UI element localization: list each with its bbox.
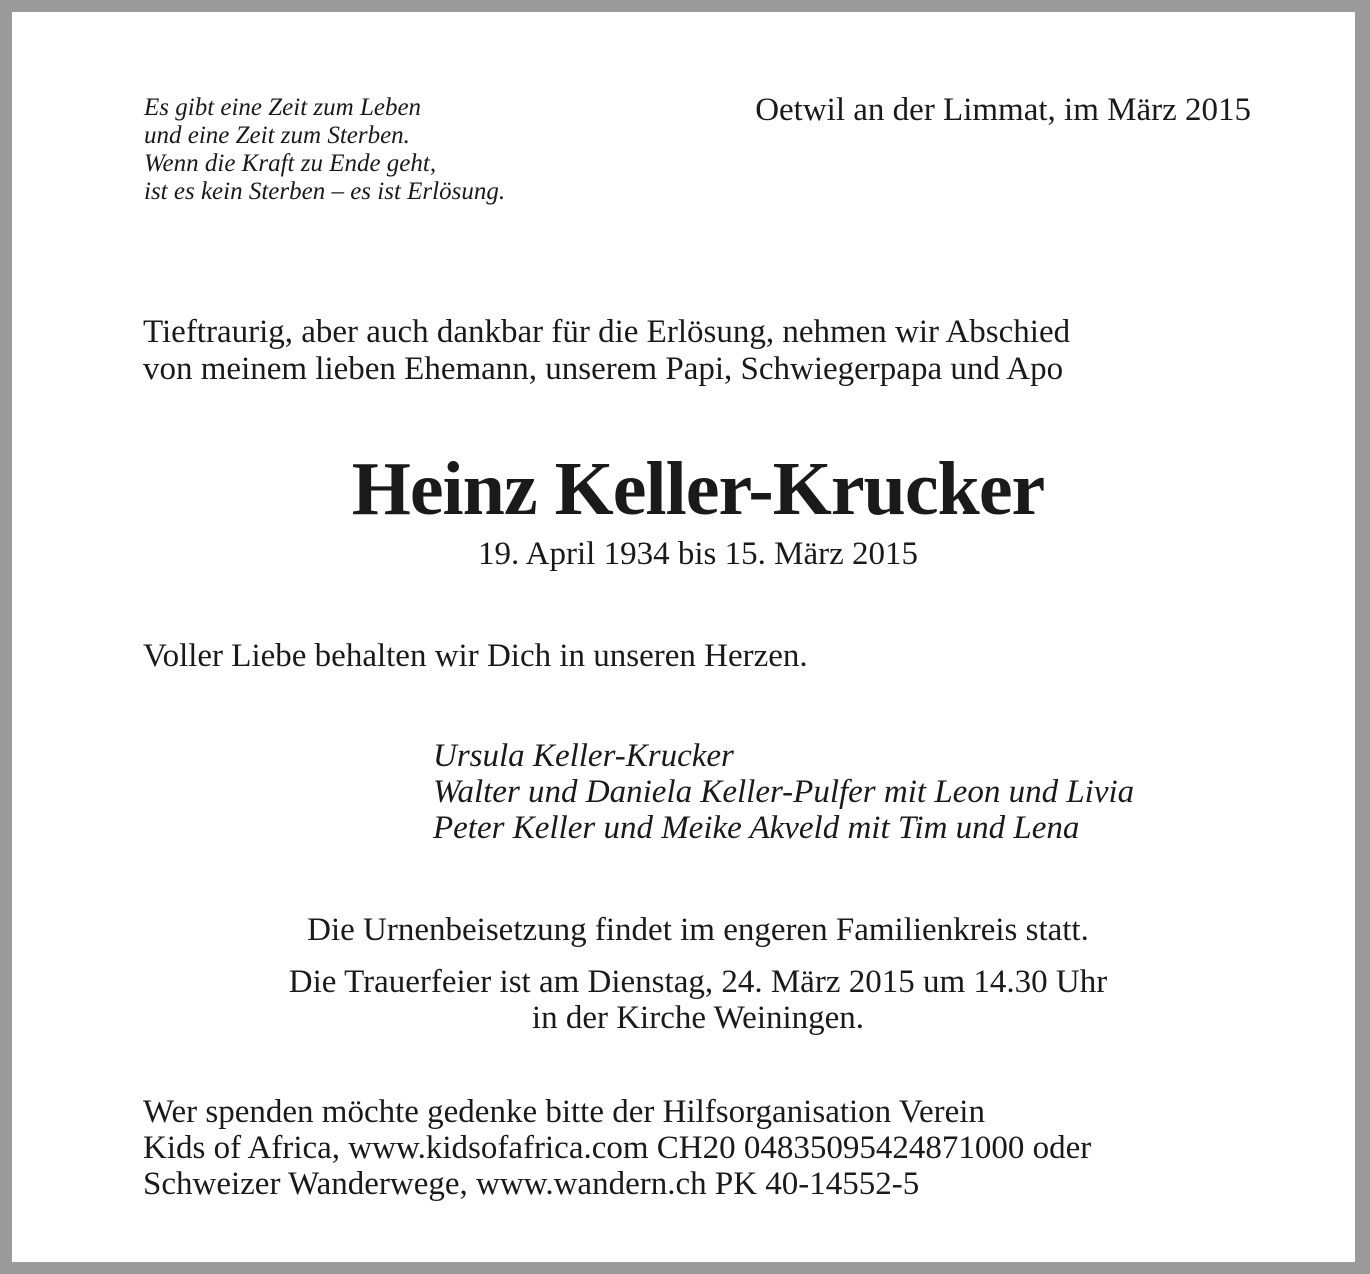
- mourners-list: [433, 738, 1134, 846]
- quote-line: und eine Zeit zum Sterben.: [144, 122, 410, 149]
- intro-line: Tieftraurig, aber auch dankbar für die Erlösung, nehmen wir Abschied: [143, 314, 1071, 350]
- mourner-line: Walter und Daniela Keller-Pulfer mit Leon und Livia: [433, 774, 1135, 810]
- mourner-line: Peter Keller und Meike Akveld mit Tim und Lena: [433, 810, 1080, 846]
- burial-notice: Die Urnenbeisetzung findet im engeren Familienkreis statt.: [307, 912, 1089, 948]
- intro-line: von meinem lieben Ehemann, unserem Papi, Schwiegerpapa und Apo: [143, 351, 1064, 387]
- quote-line: Es gibt eine Zeit zum Leben: [144, 94, 422, 121]
- donation-notice: [143, 1094, 1253, 1202]
- intro-text: [143, 314, 1253, 388]
- quote-block: [144, 94, 505, 206]
- donation-line: Kids of Africa, www.kidsofafrica.com CH20 04835095424871000 oder: [143, 1130, 1092, 1166]
- ceremony-line: in der Kirche Weiningen.: [531, 1000, 865, 1036]
- deceased-name: Heinz Keller-Krucker: [351, 447, 1045, 531]
- donation-line: Schweizer Wanderwege, www.wandern.ch PK 40-14552-5: [143, 1166, 920, 1202]
- ceremony-notice: [143, 964, 1253, 1036]
- love-line: Voller Liebe behalten wir Dich in unseren Herzen.: [143, 638, 808, 674]
- donation-line: Wer spenden möchte gedenke bitte der Hilfsorganisation Verein: [143, 1094, 985, 1130]
- life-dates: 19. April 1934 bis 15. März 2015: [478, 536, 918, 572]
- ceremony-line: Die Trauerfeier ist am Dienstag, 24. März 2015 um 14.30 Uhr: [288, 964, 1108, 1000]
- mourner-line: Ursula Keller-Krucker: [433, 738, 734, 774]
- place-date: Oetwil an der Limmat, im März 2015: [755, 92, 1251, 128]
- quote-line: ist es kein Sterben – es ist Erlösung.: [144, 178, 506, 205]
- quote-line: Wenn die Kraft zu Ende geht,: [144, 150, 437, 177]
